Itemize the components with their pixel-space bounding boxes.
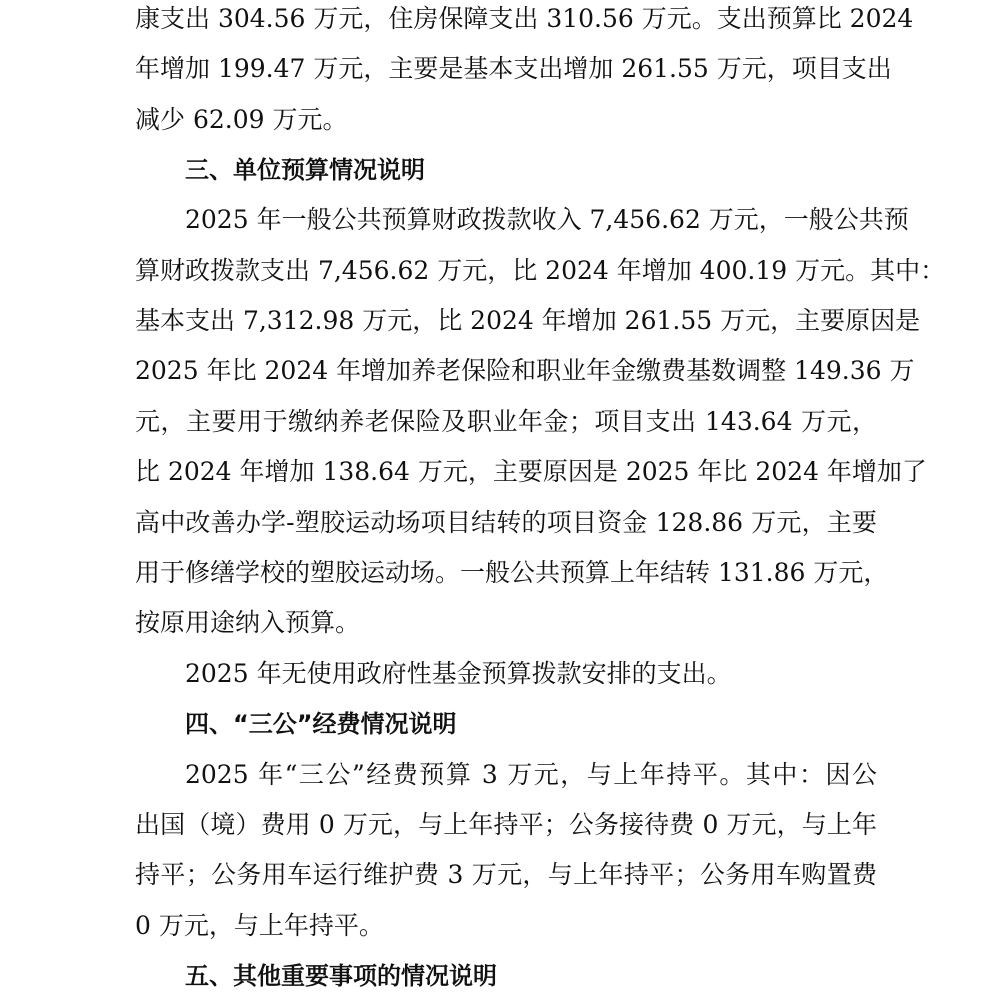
section-heading-4: 四、“三公”经费情况说明 [185,710,457,738]
paragraph-line: 2025 年无使用政府性基金预算拨款安排的支出。 [185,659,732,688]
paragraph-line: 2025 年“三公”经费预算 3 万元，与上年持平。其中：因公 [185,760,877,789]
paragraph-line: 按原用途纳入预算。 [135,608,361,637]
section-heading-3: 三、单位预算情况说明 [185,156,425,184]
intro-line: 年增加 199.47 万元，主要是基本支出增加 261.55 万元，项目支出 [135,54,892,83]
paragraph-line: 基本支出 7,312.98 万元，比 2024 年增加 261.55 万元，主要原因是 [135,306,921,335]
intro-line: 康支出 304.56 万元，住房保障支出 310.56 万元。支出预算比 2024 [135,4,914,33]
intro-line: 减少 62.09 万元。 [135,105,348,134]
paragraph-line: 2025 年一般公共预算财政拨款收入 7,456.62 万元，一般公共预 [185,205,909,234]
paragraph-line: 出国（境）费用 0 万元，与上年持平；公务接待费 0 万元，与上年 [135,810,877,839]
section-heading-5: 五、其他重要事项的情况说明 [185,962,497,990]
paragraph-line: 持平；公务用车运行维护费 3 万元，与上年持平；公务用车购置费 [135,860,877,889]
paragraph-line: 比 2024 年增加 138.64 万元，主要原因是 2025 年比 2024 年增加了 [135,457,927,486]
paragraph-line: 2025 年比 2024 年增加养老保险和职业年金缴费基数调整 149.36 万 [135,356,915,385]
paragraph-line: 用于修缮学校的塑胶运动场。一般公共预算上年结转 131.86 万元， [135,558,889,587]
paragraph-line: 元，主要用于缴纳养老保险及职业年金；项目支出 143.64 万元， [135,407,877,436]
paragraph-line: 0 万元，与上年持平。 [135,911,384,940]
paragraph-line: 算财政拨款支出 7,456.62 万元，比 2024 年增加 400.19 万元。其中： [135,256,946,285]
paragraph-line: 高中改善办学-塑胶运动场项目结转的项目资金 128.86 万元，主要 [135,508,877,537]
